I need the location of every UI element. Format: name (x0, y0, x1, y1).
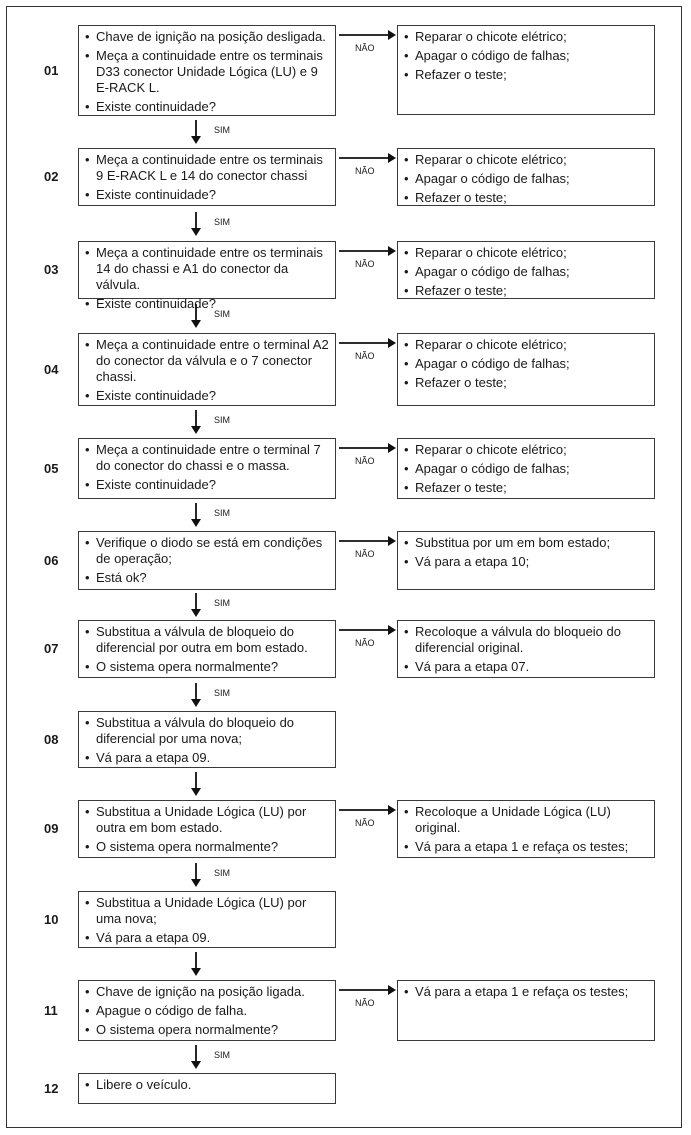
step-instruction: • Verifique o diodo se está em condições de operação; (85, 535, 331, 567)
step-instruction: • Está ok? (85, 570, 331, 586)
step-instruction: • Meça a continuidade entre os terminais 9 E-RACK L e 14 do conector chassi (85, 152, 331, 184)
corrective-action: • Refazer o teste; (404, 190, 650, 206)
corrective-action: • Refazer o teste; (404, 375, 650, 391)
corrective-action: • Substitua por um em bom estado; (404, 535, 650, 551)
step-instruction: • Chave de ignição na posição ligada. (85, 984, 331, 1000)
corrective-action: • Recoloque a válvula do bloqueio do diferencial original. (404, 624, 650, 656)
down-arrow-icon (189, 772, 203, 796)
yes-label: SIM (214, 687, 231, 698)
corrective-action: • Reparar o chicote elétrico; (404, 29, 650, 45)
no-label: NÃO (355, 259, 375, 269)
no-arrow-icon (337, 244, 396, 258)
corrective-action: • Apagar o código de falhas; (404, 264, 650, 280)
no-arrow-icon (337, 803, 396, 817)
step-instruction: • Substitua a Unidade Lógica (LU) por outra em bom estado. (85, 804, 331, 836)
no-arrow-icon (337, 336, 396, 350)
down-arrow-icon (189, 863, 203, 887)
corrective-action: • Recoloque a Unidade Lógica (LU) original. (404, 804, 650, 836)
step-instruction: • Libere o veículo. (85, 1077, 331, 1093)
step-number: 08 (44, 731, 59, 747)
down-arrow-icon (189, 304, 203, 328)
no-arrow-icon (337, 28, 396, 42)
no-arrow-icon (337, 151, 396, 165)
yes-label: SIM (214, 598, 231, 608)
step-number: 01 (44, 62, 59, 78)
step-instruction: • O sistema opera normalmente? (85, 839, 331, 855)
yes-label: SIM (214, 508, 231, 518)
no-action-box (397, 531, 655, 590)
yes-label: SIM (214, 216, 231, 227)
step-number: 07 (44, 641, 59, 656)
no-action-box (397, 438, 655, 499)
step-box (78, 800, 336, 858)
down-arrow-icon (189, 683, 203, 707)
step-box (78, 891, 336, 948)
corrective-action: • Vá para a etapa 1 e refaça os testes; (404, 984, 650, 1000)
no-action-box (397, 333, 655, 406)
step-box (78, 620, 336, 678)
no-arrow-icon (337, 983, 396, 997)
corrective-action: • Vá para a etapa 10; (404, 554, 650, 570)
corrective-action: • Apagar o código de falhas; (404, 171, 650, 187)
no-action-box (397, 620, 655, 678)
no-action-box (397, 980, 655, 1041)
step-number: 11 (44, 1002, 58, 1018)
step-box (78, 711, 336, 768)
yes-label: SIM (214, 867, 231, 878)
corrective-action: • Refazer o teste; (404, 283, 650, 299)
down-arrow-icon (189, 410, 203, 434)
down-arrow-icon (189, 1045, 203, 1069)
no-arrow-icon (337, 441, 396, 455)
step-instruction: • Existe continuidade? (85, 477, 331, 493)
down-arrow-icon (189, 120, 203, 144)
down-arrow-icon (189, 212, 203, 236)
no-label: NÃO (355, 818, 375, 828)
step-instruction: • Apague o código de falha. (85, 1003, 331, 1019)
step-number: 09 (44, 821, 59, 836)
no-arrow-icon (337, 534, 396, 548)
no-label: NÃO (355, 998, 375, 1008)
step-instruction: • Vá para a etapa 09. (85, 930, 331, 946)
step-box (78, 531, 336, 590)
step-instruction: • Chave de ignição na posição desligada. (85, 29, 331, 45)
yes-label: SIM (214, 309, 231, 319)
corrective-action: • Apagar o código de falhas; (404, 356, 650, 372)
step-instruction: • Substitua a válvula do bloqueio do diferencial por uma nova; (85, 715, 331, 747)
step-instruction: • Meça a continuidade entre os terminais 14 do chassi e A1 do conector da válvula. (85, 245, 331, 293)
no-action-box (397, 241, 655, 299)
step-box (78, 438, 336, 499)
step-instruction: • Substitua a válvula de bloqueio do diferencial por outra em bom estado. (85, 624, 331, 656)
step-instruction: • Existe continuidade? (85, 296, 331, 312)
step-instruction: • Meça a continuidade entre o terminal A2 do conector da válvula e o 7 conector chassi. (85, 337, 331, 385)
corrective-action: • Vá para a etapa 1 e refaça os testes; (404, 839, 650, 855)
step-number: 12 (44, 1080, 59, 1096)
step-number: 05 (44, 460, 59, 476)
corrective-action: • Reparar o chicote elétrico; (404, 442, 650, 458)
yes-label: SIM (214, 1050, 231, 1060)
step-box (78, 1073, 336, 1104)
down-arrow-icon (189, 952, 203, 976)
no-label: NÃO (355, 549, 375, 559)
no-label: NÃO (355, 351, 375, 361)
corrective-action: • Refazer o teste; (404, 67, 650, 83)
down-arrow-icon (189, 593, 203, 617)
step-box (78, 148, 336, 206)
no-action-box (397, 25, 655, 115)
step-box (78, 241, 336, 311)
down-arrow-icon (189, 503, 203, 527)
step-instruction: • O sistema opera normalmente? (85, 659, 331, 675)
step-instruction: • Substitua a Unidade Lógica (LU) por uma nova; (85, 895, 331, 927)
step-instruction: • Meça a continuidade entre o terminal 7 do conector do chassi e o massa. (85, 442, 331, 474)
step-instruction: • Meça a continuidade entre os terminais D33 conector Unidade Lógica (LU) e 9 E-RACK L. (85, 48, 331, 96)
corrective-action: • Apagar o código de falhas; (404, 461, 650, 477)
no-label: NÃO (355, 166, 375, 176)
no-label: NÃO (355, 43, 375, 53)
step-box (78, 25, 336, 116)
yes-label: SIM (214, 125, 231, 135)
step-instruction: • Existe continuidade? (85, 187, 331, 203)
corrective-action: • Refazer o teste; (404, 480, 650, 496)
corrective-action: • Reparar o chicote elétrico; (404, 245, 650, 261)
no-action-box (397, 148, 655, 206)
no-arrow-icon (337, 623, 396, 637)
step-instruction: • Existe continuidade? (85, 99, 331, 115)
step-box (78, 980, 336, 1041)
step-number: 03 (44, 262, 59, 277)
step-instruction: • Existe continuidade? (85, 388, 331, 404)
corrective-action: • Reparar o chicote elétrico; (404, 337, 650, 353)
step-instruction: • O sistema opera normalmente? (85, 1022, 331, 1038)
corrective-action: • Reparar o chicote elétrico; (404, 152, 650, 168)
yes-label: SIM (214, 415, 231, 425)
corrective-action: • Vá para a etapa 07. (404, 659, 650, 675)
no-label: NÃO (355, 456, 375, 466)
step-number: 02 (44, 169, 59, 184)
no-label: NÃO (355, 638, 375, 648)
step-instruction: • Vá para a etapa 09. (85, 750, 331, 766)
step-number: 10 (44, 911, 59, 927)
step-number: 06 (44, 552, 59, 568)
corrective-action: • Apagar o código de falhas; (404, 48, 650, 64)
step-number: 04 (44, 361, 59, 377)
no-action-box (397, 800, 655, 858)
step-box (78, 333, 336, 406)
